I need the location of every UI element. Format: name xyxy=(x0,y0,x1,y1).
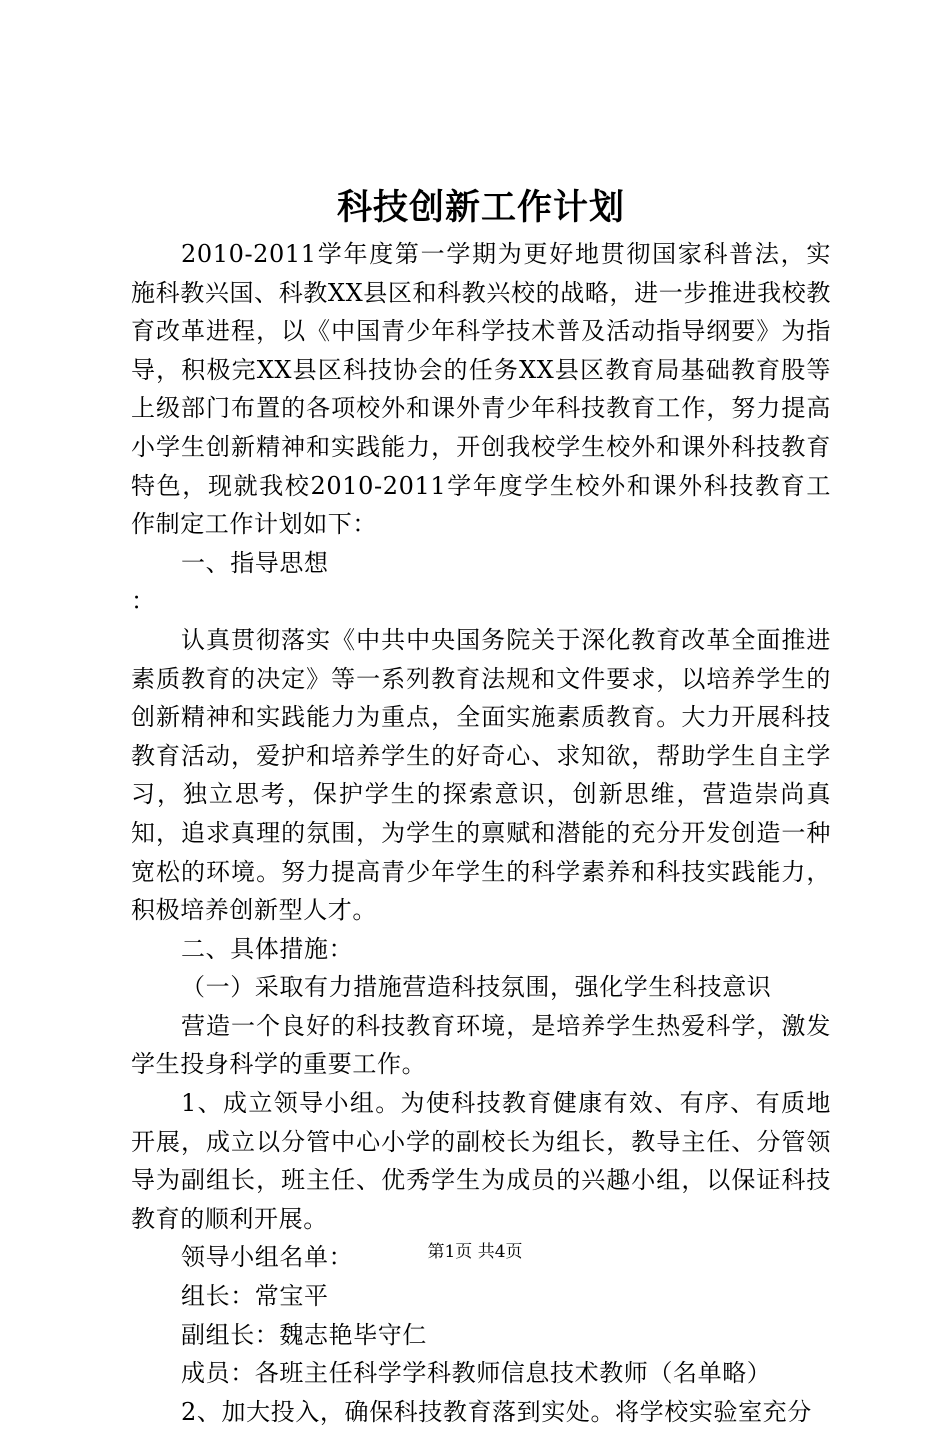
intro-paragraph: 2010-2011学年度第一学期为更好地贯彻国家科普法，实施科教兴国、科教XX县区和科教兴校的战略，进一步推进我校教育改革进程，以《中国青少年科学技术普及活动指导纲要》为指导，积极完XX县区科技协会的任务XX县区教育局基础教育股等上级部门布置的各项校外和课外青少年科技教育工作，努力提高小学生创新精神和实践能力，开创我校学生校外和课外科技教育特色，现就我校2010-2011学年度学生校外和课外科技教育工作制定工作计划如下： xyxy=(131,240,831,539)
investment-paragraph: 2、加大投入，确保科技教育落到实处。将学校实验室充分 xyxy=(181,1397,812,1426)
document-page xyxy=(131,0,831,1426)
section-heading-measures: 二、具体措施： xyxy=(181,934,354,963)
leadership-group-paragraph: 1、成立领导小组。为使科技教育健康有效、有序、有质地开展，成立以分管中心小学的副校长为组长，教导主任、分管领导为副组长，班主任、优秀学生为成员的兴趣小组，以保证科技教育的顺利开展。 xyxy=(131,1089,831,1233)
members-entry: 成员：各班主任科学学科教师信息技术教师（名单略） xyxy=(181,1359,772,1388)
document-title: 科技创新工作计划 xyxy=(336,187,625,228)
leader-entry: 组长：常宝平 xyxy=(181,1282,329,1311)
environment-paragraph: 营造一个良好的科技教育环境，是培养学生热爱科学，激发学生投身科学的重要工作。 xyxy=(131,1011,831,1079)
page-footer: 第1页 共4页 xyxy=(427,1242,523,1262)
deputy-leader-entry: 副组长：魏志艳毕守仁 xyxy=(181,1320,427,1349)
stray-colon: ： xyxy=(131,587,156,616)
leadership-list-heading: 领导小组名单： xyxy=(181,1243,354,1272)
section-heading-guiding-ideology: 一、指导思想 xyxy=(181,548,329,577)
subsection-heading-1: （一）采取有力措施营造科技氛围，强化学生科技意识 xyxy=(181,973,772,1002)
guiding-ideology-paragraph: 认真贯彻落实《中共中央国务院关于深化教育改革全面推进素质教育的决定》等一系列教育法规和文件要求，以培养学生的创新精神和实践能力为重点，全面实施素质教育。大力开展科技教育活动，爱护和培养学生的好奇心、求知欲，帮助学生自主学习，独立思考，保护学生的探索意识，创新思维，营造崇尚真知，追求真理的氛围，为学生的禀赋和潜能的充分开发创造一种宽松的环境。努力提高青少年学生的科学素养和科技实践能力，积极培养创新型人才。 xyxy=(131,625,831,925)
